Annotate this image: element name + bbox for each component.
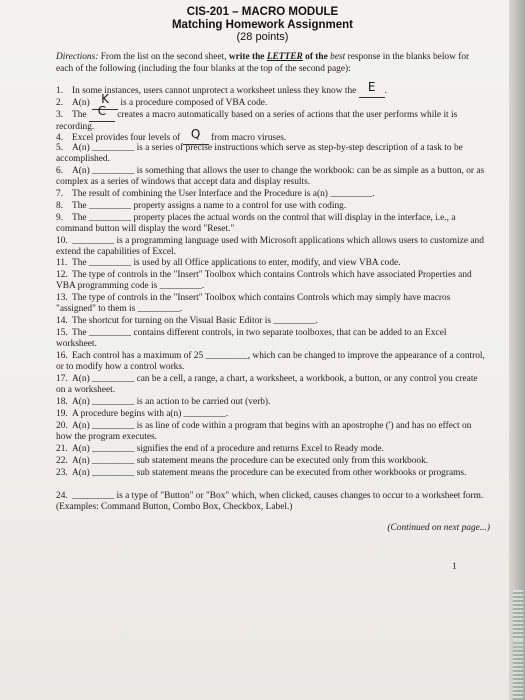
question-item bbox=[56, 374, 486, 396]
question-item bbox=[56, 166, 486, 188]
question-number: 20. bbox=[56, 421, 68, 431]
question-item bbox=[56, 143, 486, 165]
question-number: 23. bbox=[56, 468, 68, 478]
question-number: 11. bbox=[56, 258, 68, 268]
question-number: 6. bbox=[56, 166, 64, 176]
question-item bbox=[56, 189, 486, 200]
question-text: A(n) _________ signifies the end of a procedure and returns Excel to Ready mode. bbox=[72, 444, 384, 454]
question-text: The _________ property places the actual words on the control that will display in the interface, i.e., a command button will display the word "Reset." bbox=[56, 213, 456, 234]
question-text: The _________ property assigns a name to a control for use with coding. bbox=[72, 201, 347, 211]
directions-text: From the list on the second sheet, bbox=[98, 52, 229, 62]
answer-blank[interactable] bbox=[89, 104, 115, 122]
points-label: (28 points) bbox=[236, 31, 289, 43]
question-text: The shortcut for turning on the Visual Basic Editor is _________. bbox=[72, 316, 318, 326]
question-number: 19. bbox=[56, 409, 68, 419]
question-text: Excel provides four levels of bbox=[72, 133, 183, 143]
question-number: 24. bbox=[56, 491, 68, 501]
question-text: A(n) _________ is an action to be carried out (verb). bbox=[72, 397, 271, 407]
question-item bbox=[56, 351, 486, 373]
question-text: A procedure begins with a(n) _________. bbox=[72, 409, 229, 419]
question-number: 10. bbox=[56, 236, 68, 246]
question-item bbox=[56, 316, 486, 327]
question-text: The result of combining the User Interface and the Procedure is a(n) _________. bbox=[72, 189, 375, 199]
question-item bbox=[56, 444, 486, 455]
question-text: A(n) _________ sub statement means the procedure can be executed only from this workbook. bbox=[72, 456, 429, 466]
question-number: 14. bbox=[56, 316, 68, 326]
question-item bbox=[56, 201, 486, 212]
question-number: 15. bbox=[56, 328, 68, 338]
question-item bbox=[56, 456, 486, 467]
handwritten-answer: Q bbox=[190, 127, 201, 141]
question-text: The type of controls in the "Insert" Toolbox which contains Controls which may simply have macros "assigned" to them is _________. bbox=[56, 293, 451, 314]
question-item bbox=[56, 104, 486, 133]
question-item bbox=[56, 213, 486, 235]
page-edge-shadow bbox=[509, 0, 525, 700]
question-item bbox=[56, 397, 486, 408]
question-number: 4. bbox=[56, 133, 64, 143]
question-text: A(n) _________ sub statement means the procedure can be executed from other workbooks or programs. bbox=[72, 468, 467, 478]
question-text: The _________ is used by all Office applications to enter, modify, and view VBA code. bbox=[72, 258, 401, 268]
question-item bbox=[56, 270, 486, 292]
question-number: 21. bbox=[56, 444, 68, 454]
question-number: 9. bbox=[56, 213, 64, 223]
question-item bbox=[56, 328, 486, 350]
question-text: A(n) _________ can be a cell, a range, a chart, a worksheet, a workbook, a button, or any control you create on a worksheet. bbox=[56, 374, 478, 395]
question-text: _________ is a type of "Button" or "Box" which, when clicked, causes changes to occur to a worksheet form. (Examples: Command Button, Combo Box, Checkbox, Label.) bbox=[56, 491, 484, 512]
question-number: 12. bbox=[56, 270, 68, 280]
handwritten-answer: K bbox=[101, 92, 109, 106]
question-number: 17. bbox=[56, 374, 68, 384]
background-fabric bbox=[513, 640, 523, 700]
directions-best: best bbox=[330, 52, 346, 62]
question-text: A(n) _________ is as line of code within a program that begins with an apostrophe (') and has no effect on how the program executes. bbox=[56, 421, 472, 442]
question-item bbox=[56, 258, 486, 269]
question-number: 13. bbox=[56, 293, 68, 303]
question-number: 16. bbox=[56, 351, 68, 361]
handwritten-answer: C bbox=[97, 104, 107, 118]
question-number: 1. bbox=[56, 86, 64, 96]
question-text: A(n) _________ is a series of precise instructions which serve as step-by-step description of a task to be accomplished. bbox=[56, 143, 463, 164]
question-number: 2. bbox=[56, 98, 64, 108]
question-text: A(n) _________ is something that allows the user to change the workbook: can be as simple as a button, or as complex as a series of windows that accept data and display results. bbox=[56, 166, 485, 187]
handwritten-answer: E bbox=[367, 80, 376, 94]
question-number: 5. bbox=[56, 143, 64, 153]
directions-bold-2: of the bbox=[302, 52, 331, 62]
question-text-end: is a procedure composed of VBA code. bbox=[118, 98, 268, 108]
question-item bbox=[56, 293, 486, 315]
question-number: 3. bbox=[56, 110, 64, 120]
question-text: Each control has a maximum of 25 _________, which can be changed to improve the appearance of a control, or to modify how a control works. bbox=[56, 351, 485, 372]
question-text: In some instances, users cannot unprotect a worksheet unless they know the bbox=[72, 86, 359, 96]
question-number: 8. bbox=[56, 201, 64, 211]
continued-note: (Continued on next page...) bbox=[387, 523, 490, 533]
question-item bbox=[56, 421, 486, 443]
question-text: _________ is a programming language used with Microsoft applications which allows users to customize and extend the capabilities of Excel. bbox=[56, 236, 484, 257]
question-text: The _________ contains different controls, in two separate toolboxes, that can be added to an Excel worksheet. bbox=[56, 328, 447, 349]
question-text: The bbox=[72, 110, 89, 120]
page-number: 1 bbox=[452, 562, 457, 572]
question-item bbox=[56, 491, 486, 513]
question-number: 7. bbox=[56, 189, 64, 199]
directions-label: Directions: bbox=[56, 52, 99, 62]
question-number: 22. bbox=[56, 456, 68, 466]
document-subtitle: Matching Homework Assignment bbox=[171, 19, 354, 31]
question-text: A(n) bbox=[72, 98, 93, 108]
directions-bold: write the bbox=[228, 52, 267, 62]
directions-letter: LETTER bbox=[266, 52, 303, 62]
question-number: 18. bbox=[56, 397, 68, 407]
question-text-end: creates a macro automatically based on a series of actions that the user performs while it is recording. bbox=[56, 110, 458, 132]
question-item bbox=[56, 468, 486, 479]
directions-text-2: response in the blanks below for each of the following (including the four blanks at the top of the second page): bbox=[56, 52, 470, 74]
question-item bbox=[56, 236, 486, 258]
question-item bbox=[56, 409, 486, 420]
question-text-end: from macro viruses. bbox=[208, 133, 287, 143]
directions bbox=[56, 52, 486, 75]
document-title: CIS-201 – MACRO MODULE bbox=[186, 6, 339, 18]
question-text-end: . bbox=[384, 86, 387, 96]
question-text: The type of controls in the "Insert" Toolbox which contains Controls which have associated Properties and VBA programming code is _________. bbox=[56, 270, 472, 291]
